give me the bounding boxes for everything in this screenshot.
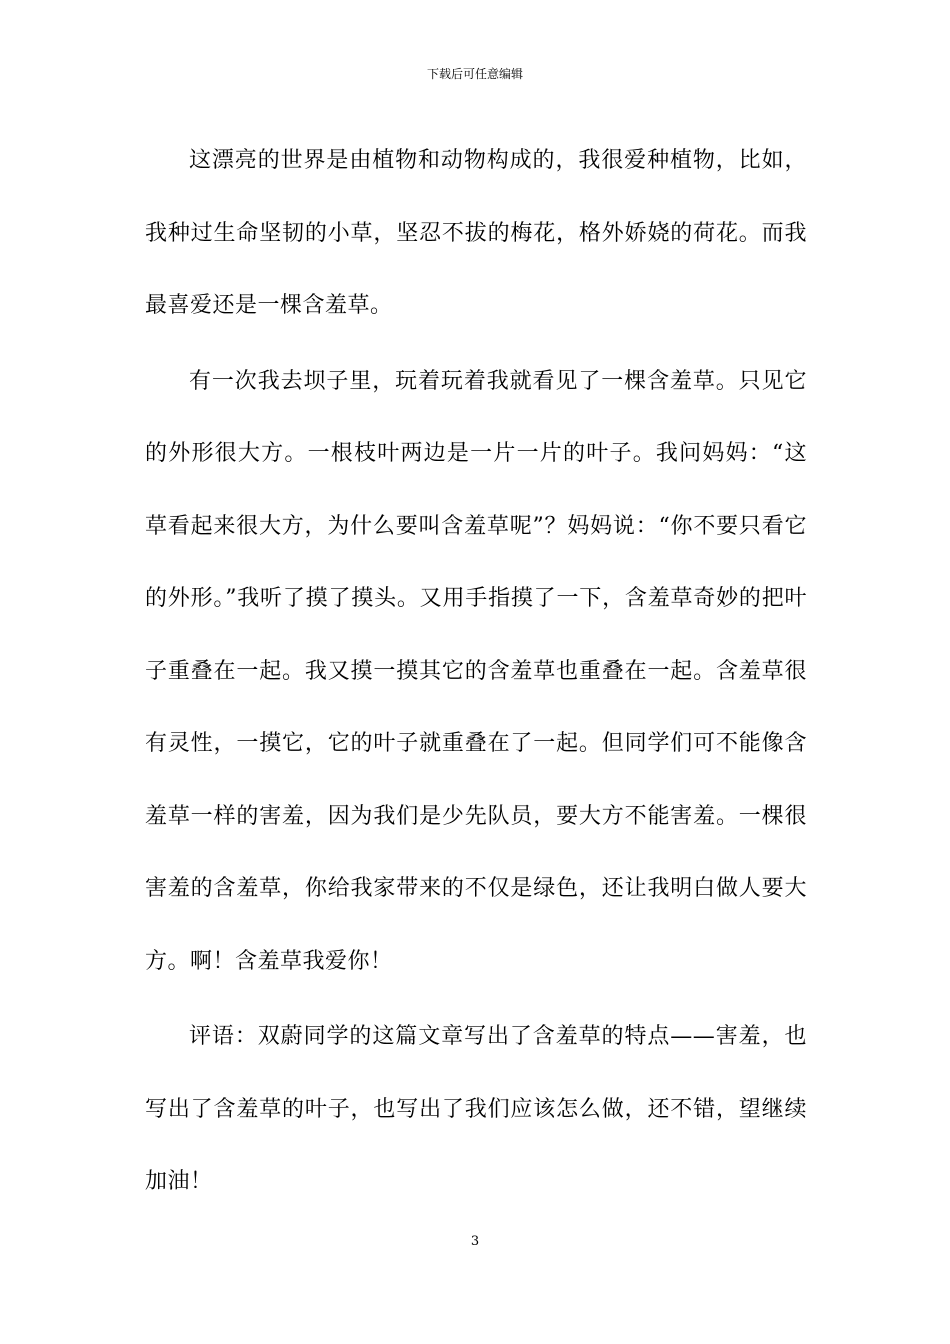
page-number: 3 <box>470 1234 480 1249</box>
paragraph-comment: 评语：双蔚同学的这篇文章写出了含羞草的特点——害羞，也写出了含羞草的叶子，也写出了我们应该怎么做，还不错，望继续加油！ <box>145 1024 807 1194</box>
paragraph-intro: 这漂亮的世界是由植物和动物构成的，我很爱种植物，比如，我种过生命坚韧的小草，坚忍不拔的梅花，格外娇娆的荷花。而我最喜爱还是一棵含羞草。 <box>145 148 807 318</box>
document-body <box>145 125 807 1219</box>
page-header: 下载后可任意编辑 <box>426 67 523 81</box>
paragraph-story: 有一次我去坝子里，玩着玩着我就看见了一棵含羞草。只见它的外形很大方。一根枝叶两边是一片一片的叶子。我问妈妈：“这草看起来很大方，为什么要叫含羞草呢”？妈妈说：“你不要只看它的外形。”我听了摸了摸头。又用手指摸了一下，含羞草奇妙的把叶子重叠在一起。我又摸一摸其它的含羞草也重叠在一起。含羞草很有灵性，一摸它，它的叶子就重叠在了一起。但同学们可不能像含羞草一样的害羞，因为我们是少先队员，要大方不能害羞。一棵很害羞的含羞草，你给我家带来的不仅是绿色，还让我明白做人要大方。啊！含羞草我爱你！ <box>145 368 807 974</box>
